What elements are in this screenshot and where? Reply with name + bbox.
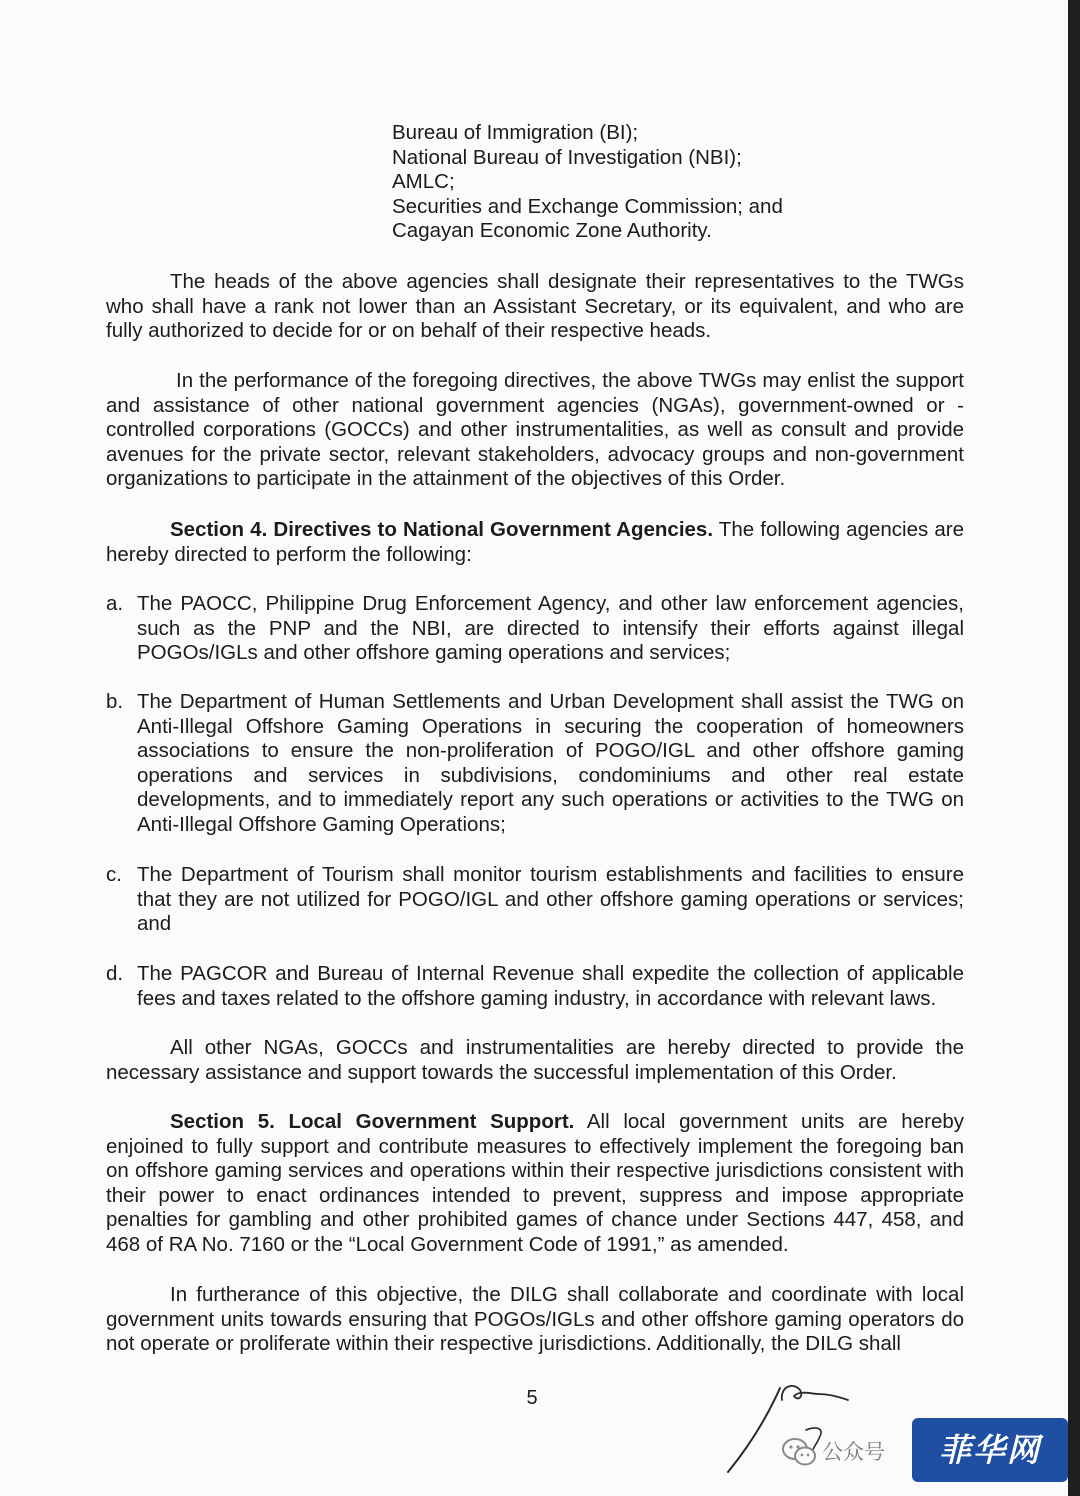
agency-list-item: Securities and Exchange Commission; and bbox=[392, 194, 783, 218]
wechat-icon bbox=[782, 1437, 816, 1467]
section-5-heading: Section 5. Local Government Support. bbox=[170, 1110, 575, 1133]
agency-list-item: Cagayan Economic Zone Authority. bbox=[392, 219, 712, 243]
list-marker: b. bbox=[106, 690, 124, 713]
agency-list-item: National Bureau of Investigation (NBI); bbox=[392, 145, 742, 169]
directive-text: The Department of Tourism shall monitor tourism establishments and facilities to ensure that they are not utilized for POGO/IGL and other offshore gaming operations or services; and bbox=[137, 863, 964, 936]
directive-item-b bbox=[106, 690, 964, 838]
viewer-edge bbox=[1068, 0, 1080, 1496]
directive-item-d bbox=[106, 962, 964, 1011]
section-5-furtherance: In furtherance of this objective, the DILG shall collaborate and coordinate with local government units towards ensuring that POGOs/IGLs and other offshore gaming operators do not operate or proliferate within their respective jurisdictions. Additionally, the DILG shall bbox=[106, 1283, 964, 1356]
section-4-heading: Section 4. Directives to National Government Agencies. bbox=[170, 518, 714, 541]
list-marker: a. bbox=[106, 592, 124, 615]
wechat-watermark bbox=[782, 1432, 902, 1472]
section-5-body: All local government units are hereby enjoined to fully support and contribute measures to effectively implement the foregoing ban on offshore gaming services and operations within their respective jurisdictions consistent with their power to enact ordinances intended to prevent, suppress and impose appropriate penalties for gambling and other prohibited games of chance under Sections 447, 458, and 468 of RA No. 7160 or the “Local Government Code of 1991,” as amended. bbox=[106, 1110, 964, 1256]
directive-text: The PAGCOR and Bureau of Internal Revenue shall expedite the collection of applicable fees and taxes related to the offshore gaming industry, in accordance with relevant laws. bbox=[137, 962, 964, 1010]
site-logo-text: 菲华网 bbox=[938, 1430, 1041, 1469]
list-marker: c. bbox=[106, 863, 122, 886]
section-4-closing: All other NGAs, GOCCs and instrumentalities are hereby directed to provide the necessary assistance and support towards the successful implementation of this Order. bbox=[106, 1036, 964, 1084]
directive-item-c bbox=[106, 863, 964, 937]
site-logo bbox=[912, 1418, 1068, 1482]
list-marker: d. bbox=[106, 962, 124, 985]
directive-text: The Department of Human Settlements and Urban Development shall assist the TWG on Anti-Illegal Offshore Gaming Operations in securing the cooperation of homeowners associations to ensure the non-proliferation of POGO/IGL and other offshore gaming operations and services in subdivisions, condominiums and other real estate developments, and to immediately report any such operations or activities to the TWG on Anti-Illegal Offshore Gaming Operations; bbox=[137, 690, 964, 836]
section-5-paragraph bbox=[106, 1110, 964, 1258]
section-4-intro-text: The following agencies are hereby directed to perform the following: bbox=[106, 518, 964, 566]
paragraph-representatives: The heads of the above agencies shall designate their representatives to the TWGs who shall have a rank not lower than an Assistant Secretary, or its equivalent, and who are fully authorized to decide for or on behalf of their respective heads. bbox=[106, 270, 964, 343]
directive-text: The PAOCC, Philippine Drug Enforcement Agency, and other law enforcement agencies, such as the PNP and the NBI, are directed to intensify their efforts against illegal POGOs/IGLs and other offshore gaming operations and services; bbox=[137, 592, 964, 665]
agency-list-item: AMLC; bbox=[392, 170, 455, 194]
directive-item-a bbox=[106, 592, 964, 666]
paragraph-performance: In the performance of the foregoing directives, the above TWGs may enlist the support and assistance of other national government agencies (NGAs), government-owned or -controlled corporations (GOCCs) and other instrumentalities, as well as consult and provide avenues for the private sector, relevant stakeholders, advocacy groups and non-government organizations to participate in the attainment of the objectives of this Order. bbox=[106, 369, 964, 491]
agency-list-item: Bureau of Immigration (BI); bbox=[392, 121, 639, 144]
page-number: 5 bbox=[526, 1387, 538, 1409]
section-4-intro bbox=[106, 518, 964, 567]
wechat-account-label: 公众号 bbox=[822, 1439, 885, 1464]
agency-list bbox=[392, 121, 992, 244]
